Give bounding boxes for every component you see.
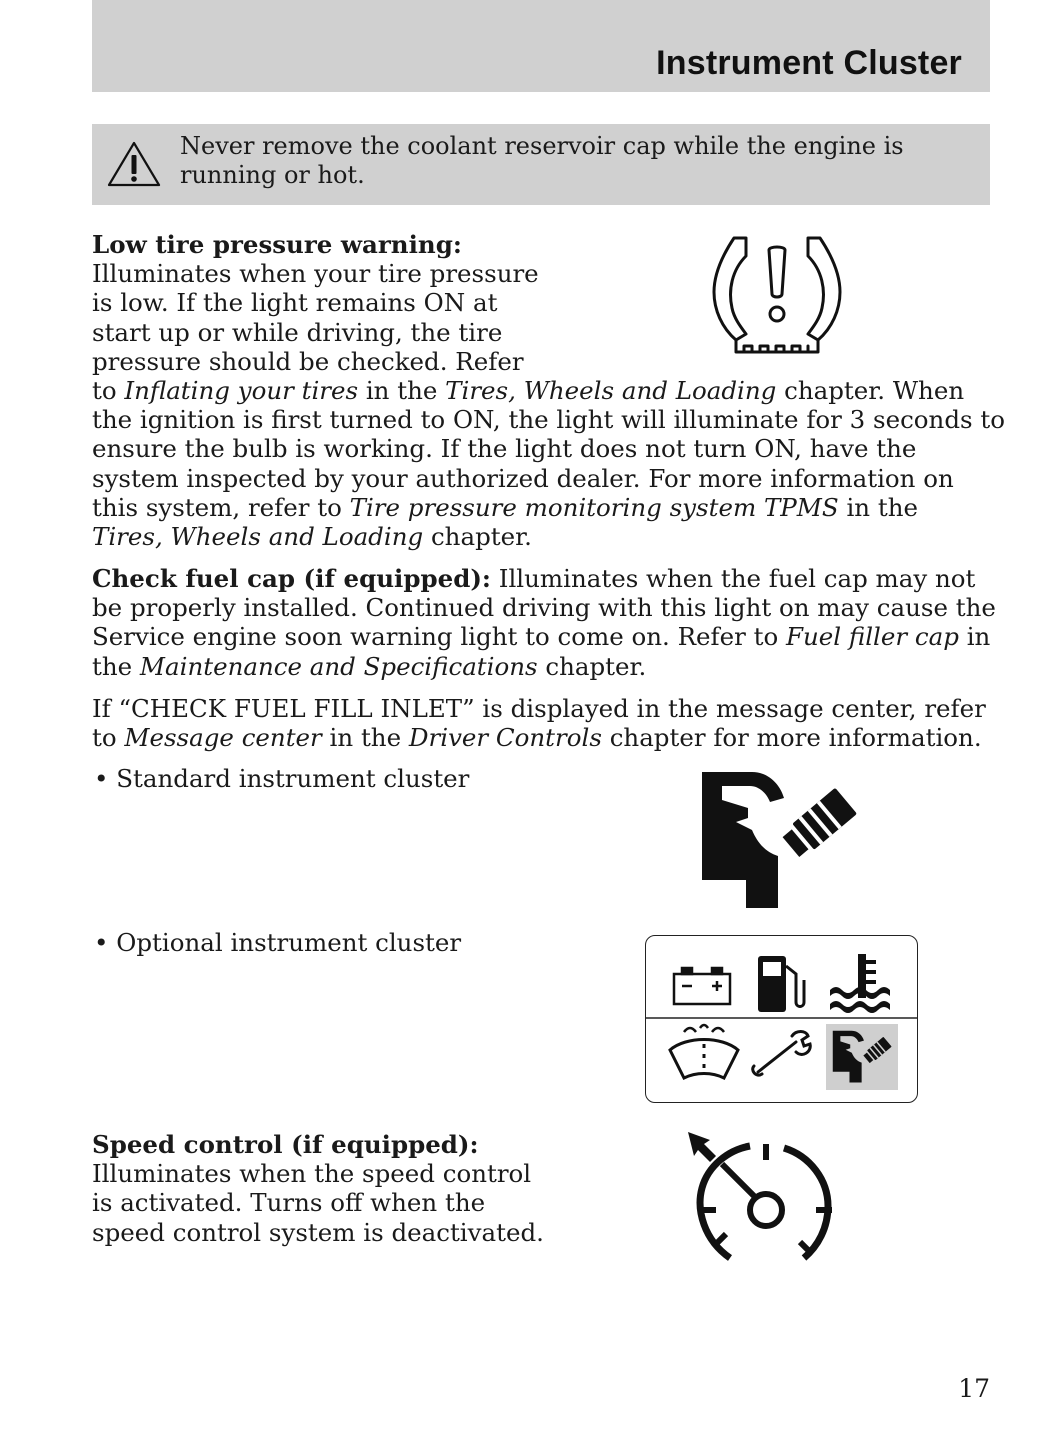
driver-controls-ref: Driver Controls bbox=[408, 723, 602, 753]
tire-pressure-section bbox=[92, 230, 1005, 551]
warning-box bbox=[92, 124, 990, 205]
tire-pressure-line-8: system inspected by your authorized dealer. For more information on bbox=[92, 463, 954, 493]
speed-control-icon bbox=[686, 1130, 836, 1264]
warning-line-2: running or hot. bbox=[180, 161, 365, 189]
inflating-tires-ref: Inflating your tires bbox=[124, 376, 359, 406]
fuel-filler-cap-ref: Fuel filler cap bbox=[785, 622, 959, 652]
fuel-cap-line-1: Illuminates when the fuel cap may not bbox=[490, 564, 976, 593]
battery-icon bbox=[674, 968, 730, 1004]
speed-control-section bbox=[92, 1130, 544, 1247]
fuel-cap-heading: Check fuel cap (if equipped): bbox=[92, 564, 491, 593]
optional-cluster-icons bbox=[646, 936, 917, 1102]
page-number: 17 bbox=[958, 1374, 990, 1403]
wrench-icon bbox=[753, 1032, 811, 1076]
fuel-cap-icon bbox=[700, 770, 864, 910]
speed-control-line-2: is activated. Turns off when the bbox=[92, 1188, 486, 1218]
bullet-standard-cluster: • Standard instrument cluster bbox=[94, 764, 470, 793]
page-title: Instrument Cluster bbox=[656, 44, 962, 82]
tire-pressure-line-5: to Inflating your tires in the Tires, Wheels and Loading chapter. When bbox=[92, 376, 965, 406]
warning-text bbox=[180, 132, 970, 190]
tire-pressure-heading: Low tire pressure warning: bbox=[92, 230, 462, 259]
tire-pressure-line-4: pressure should be checked. Refer bbox=[92, 346, 524, 376]
fuel-pump-icon bbox=[758, 956, 804, 1012]
optional-cluster-panel bbox=[645, 935, 918, 1103]
tire-pressure-icon bbox=[706, 234, 848, 356]
tire-pressure-line-2: is low. If the light remains ON at bbox=[92, 288, 498, 318]
message-center-paragraph bbox=[92, 694, 986, 752]
speed-control-line-3: speed control system is deactivated. bbox=[92, 1217, 544, 1247]
warning-triangle-icon bbox=[106, 140, 162, 188]
bullet-dot: • bbox=[94, 764, 117, 793]
washer-fluid-icon bbox=[670, 1025, 738, 1078]
fuel-cap-line-3: Service engine soon warning light to come on. Refer to Fuel filler cap in bbox=[92, 622, 991, 652]
tire-pressure-line-7: ensure the bulb is working. If the light does not turn ON, have the bbox=[92, 434, 917, 464]
tire-pressure-line-9: this system, refer to Tire pressure monitoring system TPMS in the bbox=[92, 492, 918, 522]
coolant-temperature-icon bbox=[830, 954, 890, 1013]
tpms-ref: Tire pressure monitoring system TPMS bbox=[349, 492, 839, 522]
speed-control-line-1: Illuminates when the speed control bbox=[92, 1159, 532, 1189]
tires-wheels-loading-ref-2: Tires, Wheels and Loading bbox=[92, 522, 424, 552]
message-center-ref: Message center bbox=[124, 723, 322, 753]
fuel-cap-line-2: be properly installed. Continued driving with this light on may cause the bbox=[92, 593, 996, 623]
tire-pressure-line-6: the ignition is first turned to ON, the light will illuminate for 3 seconds to bbox=[92, 405, 1005, 435]
fuel-cap-section bbox=[92, 564, 996, 681]
header-bar bbox=[92, 0, 990, 92]
fuel-cap-line-4: the Maintenance and Specifications chapter. bbox=[92, 651, 647, 681]
message-center-line-1: If “CHECK FUEL FILL INLET” is displayed in the message center, refer bbox=[92, 694, 986, 723]
message-center-line-2: to Message center in the Driver Controls chapter for more information. bbox=[92, 723, 982, 753]
tire-pressure-line-10: Tires, Wheels and Loading chapter. bbox=[92, 522, 532, 552]
bullet-optional-cluster: • Optional instrument cluster bbox=[94, 928, 462, 957]
tires-wheels-loading-ref: Tires, Wheels and Loading bbox=[445, 376, 777, 406]
speed-control-heading: Speed control (if equipped): bbox=[92, 1130, 479, 1159]
tire-pressure-line-3: start up or while driving, the tire bbox=[92, 317, 503, 347]
tire-pressure-line-1: Illuminates when your tire pressure bbox=[92, 259, 539, 289]
bullet-dot: • bbox=[94, 928, 117, 957]
maintenance-specs-ref: Maintenance and Specifications bbox=[139, 651, 538, 681]
warning-line-1: Never remove the coolant reservoir cap while the engine is bbox=[180, 132, 904, 160]
